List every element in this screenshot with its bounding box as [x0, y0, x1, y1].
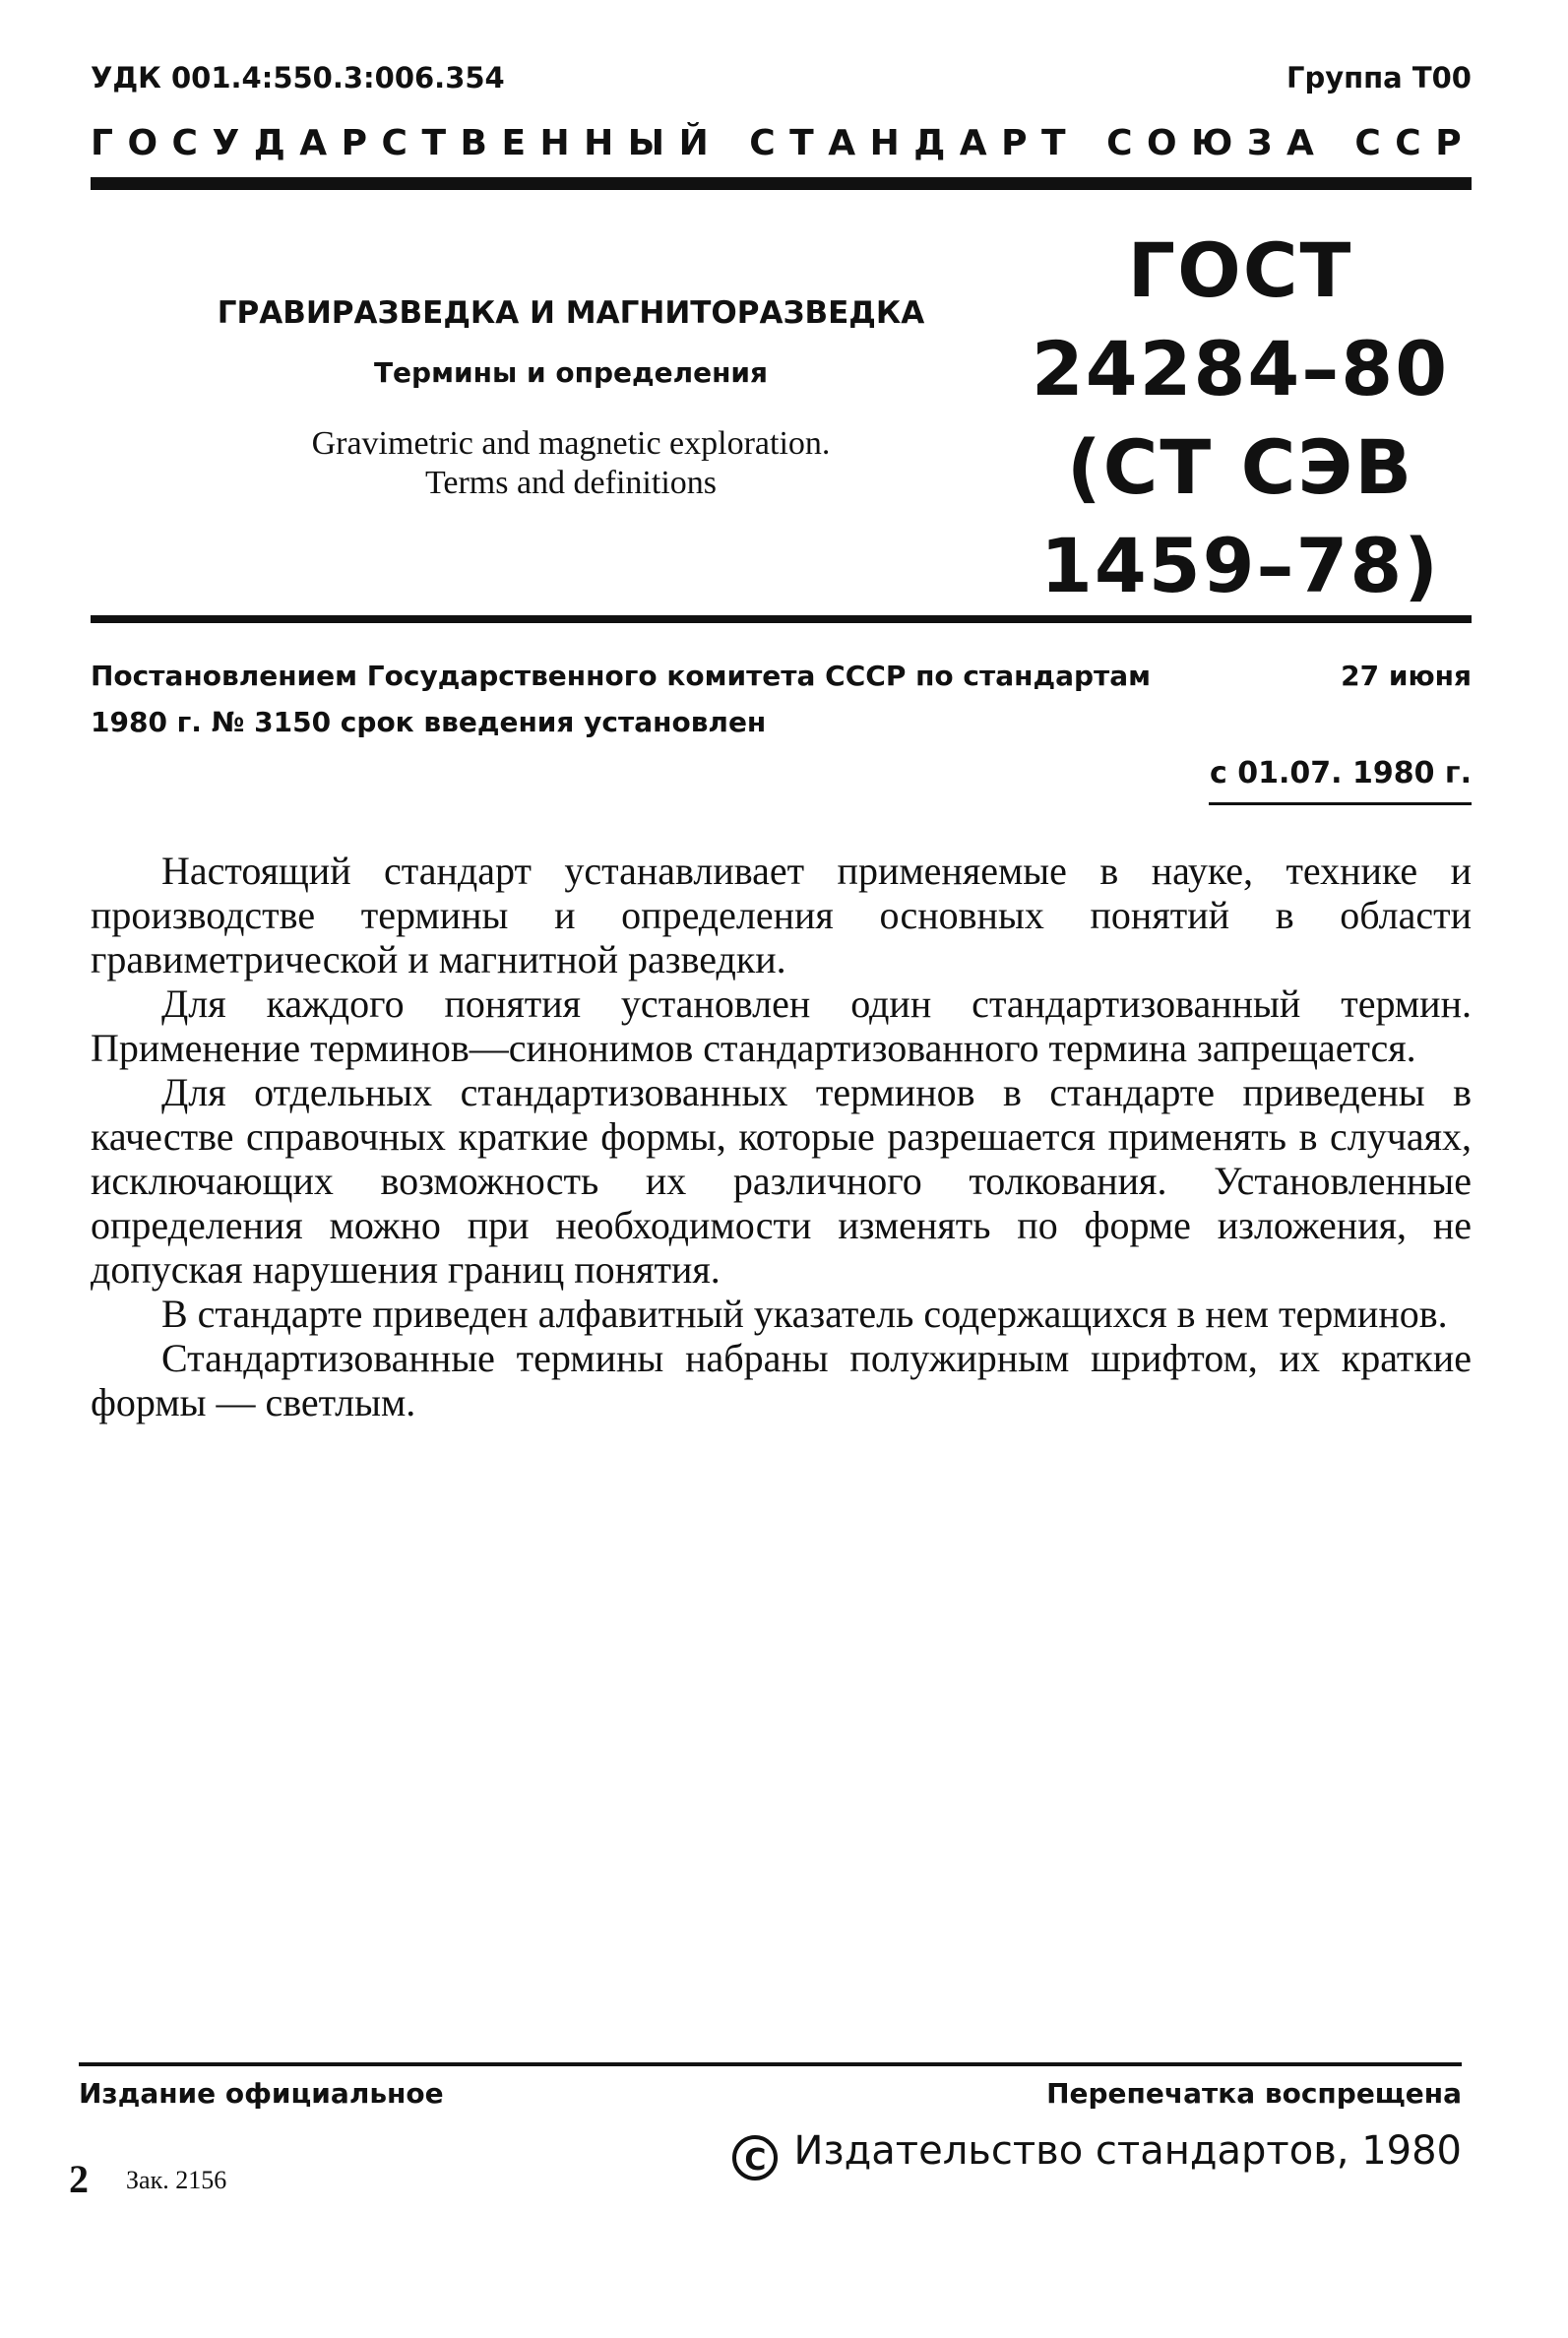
page-number: 2	[69, 2157, 89, 2201]
body-text	[91, 849, 1472, 1424]
decree-date: 27 июня	[1341, 660, 1472, 692]
copyright-icon: C	[732, 2135, 778, 2180]
paragraph: Для отдельных стандартизованных терминов в стандарте приведены в качестве справочных краткие формы, которые разрешается применять в случаях, исключающих возможность их различного толкования. Установленные определения можно при необходимости изменять по форме изложения, не допуская нарушения границ понятия.	[91, 1070, 1472, 1292]
edition-note: Издание официальное	[79, 2077, 444, 2110]
udk-code: УДК 001.4:550.3:006.354	[91, 61, 505, 95]
title-en-line2: Terms and definitions	[424, 465, 717, 501]
paragraph: Стандартизованные термины набраны полужирным шрифтом, их краткие формы — светлым.	[91, 1336, 1472, 1424]
gost-line4: 1459–78)	[1039, 522, 1441, 609]
title-block	[197, 295, 945, 503]
top-rule	[91, 177, 1472, 190]
gost-number-block	[1024, 221, 1457, 615]
gost-line2: 24284–80	[1031, 325, 1450, 412]
bottom-rule	[79, 2062, 1462, 2066]
gost-line1: ГОСТ	[1127, 226, 1353, 314]
reprint-note: Перепечатка воспрещена	[1046, 2077, 1462, 2110]
effective-date: с 01.07. 1980 г.	[1210, 756, 1472, 790]
title-ru: ГРАВИРАЗВЕДКА И МАГНИТОРАЗВЕДКА	[217, 295, 925, 331]
paragraph: В стандарте приведен алфавитный указатель содержащихся в нем терминов.	[161, 1292, 1448, 1336]
publisher-line	[732, 2128, 1462, 2180]
paragraph: Для каждого понятия установлен один стандартизованный термин. Применение терминов—синонимов стандартизованного термина запрещается.	[91, 981, 1472, 1070]
middle-rule	[91, 615, 1472, 623]
title-en	[197, 424, 945, 503]
gost-line3: (СТ СЭВ	[1066, 423, 1414, 511]
group-code: Группа Т00	[1286, 61, 1472, 95]
state-standard-heading: ГОСУДАРСТВЕННЫЙ СТАНДАРТ СОЮЗА ССР	[91, 123, 1476, 163]
effective-date-underline	[1209, 802, 1472, 805]
decree-text-line1: Постановлением Государственного комитета СССР по стандартам	[91, 660, 1152, 692]
decree-block	[91, 660, 1472, 738]
order-number: Зак. 2156	[126, 2166, 227, 2194]
title-en-line1: Gravimetric and magnetic exploration.	[311, 425, 831, 462]
subtitle-ru: Термины и определения	[373, 356, 769, 389]
publisher-text: Издательство стандартов, 1980	[793, 2128, 1462, 2174]
paragraph: Настоящий стандарт устанавливает применяемые в науке, технике и производстве термины и определения основных понятий в области гравиметрической и магнитной разведки.	[91, 849, 1472, 981]
decree-text-line2: 1980 г. № 3150 срок введения установлен	[91, 706, 767, 738]
